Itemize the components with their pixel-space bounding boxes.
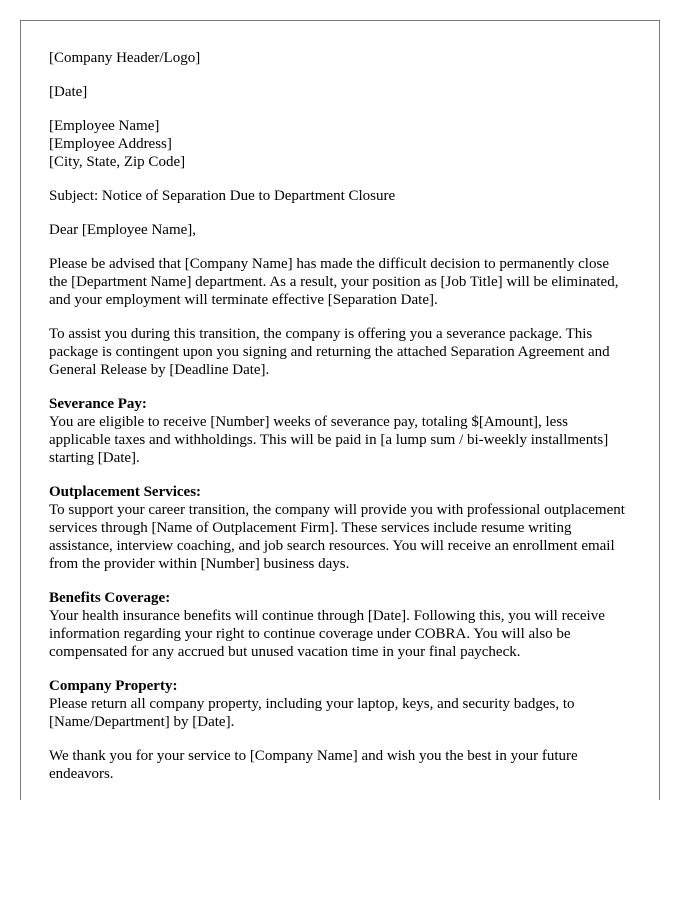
section-title: Outplacement Services:: [49, 484, 202, 500]
letter-page: [20, 20, 660, 800]
section-severance-pay: [49, 395, 631, 467]
section-body: Your health insurance benefits will continue through [Date]. Following this, you will receive information regarding your right to continue coverage under COBRA. You will also be compensated for any accrued but unused vacation time in your final paycheck.: [49, 608, 605, 660]
section-title: Severance Pay:: [49, 396, 147, 412]
section-body: To support your career transition, the company will provide you with professional outplacement services through [Name of Outplacement Firm]. These services include resume writing assistance, interview coaching, and job search resources. You will receive an enrollment email from the provider within [Number] business days.: [49, 502, 625, 572]
section-outplacement-services: [49, 483, 631, 573]
section-company-property: [49, 677, 631, 731]
paragraph-separation-notice: Please be advised that [Company Name] has made the difficult decision to permanently close the [Department Name] department. As a result, your position as [Job Title] will be eliminated, and your employment will terminate effective [Separation Date].: [49, 256, 619, 308]
subject-line: Subject: Notice of Separation Due to Department Closure: [49, 188, 396, 204]
salutation: Dear [Employee Name],: [49, 222, 197, 238]
closing-paragraph: We thank you for your service to [Company Name] and wish you the best in your future endeavors.: [49, 748, 578, 782]
company-header: [Company Header/Logo]: [49, 50, 201, 66]
section-title: Benefits Coverage:: [49, 590, 171, 606]
recipient-address: [Employee Address]: [49, 136, 172, 152]
recipient-name: [Employee Name]: [49, 118, 160, 134]
recipient-city-state-zip: [City, State, Zip Code]: [49, 154, 186, 170]
section-body: You are eligible to receive [Number] weeks of severance pay, totaling $[Amount], less applicable taxes and withholdings. This will be paid in [a lump sum / bi-weekly installments] starting [Date].: [49, 414, 609, 466]
section-body: Please return all company property, including your laptop, keys, and security badges, to [Name/Department] by [Date].: [49, 696, 575, 730]
letter-date: [Date]: [49, 84, 88, 100]
section-benefits-coverage: [49, 589, 631, 661]
recipient-address-block: [49, 117, 631, 171]
section-title: Company Property:: [49, 678, 178, 694]
paragraph-severance-offer: To assist you during this transition, the company is offering you a severance package. This package is contingent upon you signing and returning the attached Separation Agreement and General Release by [Deadline Date].: [49, 326, 610, 378]
